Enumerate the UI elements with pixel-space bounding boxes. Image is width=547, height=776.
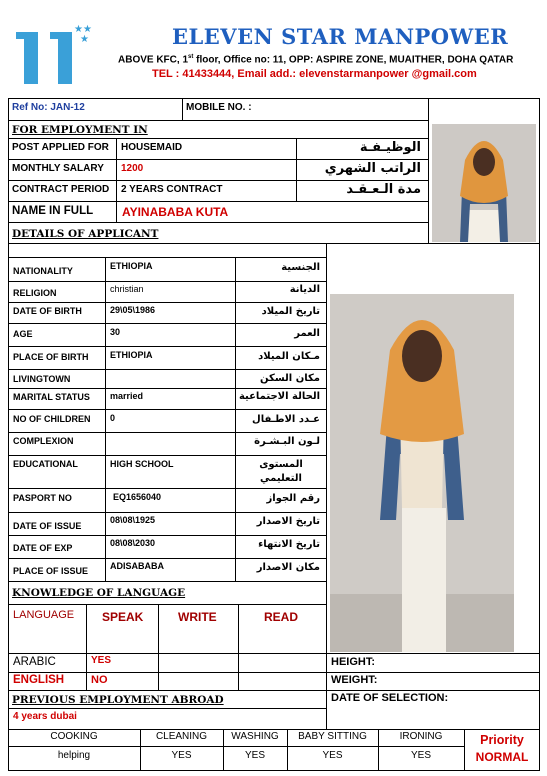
read-header: READ: [264, 610, 299, 624]
passport-label: PASPORT NO: [13, 493, 72, 503]
contract-arabic: مدة الـعـقـد: [346, 182, 421, 197]
marital-label: MARITAL STATUS: [13, 392, 90, 402]
svg-text:★: ★: [80, 34, 89, 45]
age-arabic: العمر: [294, 328, 320, 339]
company-address: ABOVE KFC, 1st floor, Office no: 11, OPP: ASPIRE ZONE, MUAITHER, DOHA QATAR: [118, 54, 514, 66]
section-details: DETAILS OF APPLICANT: [12, 228, 159, 240]
post-applied-label: POST APPLIED FOR: [12, 142, 109, 153]
education-value: HIGH SCHOOL: [110, 459, 174, 469]
dob-value: 29\05\1986: [110, 305, 156, 315]
cooking-header: COOKING: [50, 731, 98, 742]
contract-label: CONTRACT PERIOD: [12, 184, 110, 195]
arabic-speak: YES: [91, 655, 112, 666]
contract-value: 2 YEARS CONTRACT: [121, 184, 223, 195]
age-label: AGE: [13, 329, 33, 339]
section-for-employment: FOR EMPLOYMENT IN: [12, 124, 148, 136]
section-previous-employment: PREVIOUS EMPLOYMENT ABROAD: [12, 694, 224, 706]
passport-arabic: رقم الجواز: [266, 493, 320, 504]
salary-arabic: الراتب الشهري: [324, 161, 421, 176]
expiry-date-arabic: تاريخ الانتهاء: [258, 539, 320, 550]
education-arabic: المستوى التعليمي: [259, 459, 303, 484]
dob-label: DATE OF BIRTH: [13, 306, 82, 316]
baby-sitting-value: YES: [322, 750, 343, 761]
ironing-value: YES: [410, 750, 431, 761]
issue-date-label: DATE OF ISSUE: [13, 521, 82, 531]
religion-arabic: الديانة: [289, 284, 320, 295]
previous-employment-value: 4 years dubai: [13, 711, 77, 722]
issue-place-label: PLACE OF ISSUE: [13, 566, 89, 576]
livingtown-label: LIVINGTOWN: [13, 374, 71, 384]
english-language: ENGLISH: [13, 674, 65, 686]
nationality-label: NATIONALITY: [13, 266, 73, 276]
cleaning-header: CLEANING: [155, 731, 208, 742]
priority-value: NORMAL: [475, 750, 529, 764]
nationality-arabic: الجنسية: [281, 262, 320, 273]
name-value: AYINABABA KUTA: [122, 205, 229, 219]
salary-value: 1200: [121, 163, 144, 174]
complexion-label: COMPLEXION: [13, 436, 74, 446]
cooking-value: helping: [57, 750, 91, 761]
baby-sitting-header: BABY SITTING: [298, 731, 367, 742]
priority-label: Priority: [480, 733, 524, 747]
religion-value: christian: [110, 284, 144, 294]
speak-header: SPEAK: [102, 610, 144, 624]
name-label: NAME IN FULL: [12, 205, 94, 217]
age-value: 30: [110, 327, 121, 337]
washing-value: YES: [244, 750, 265, 761]
language-header: LANGUAGE: [13, 609, 75, 621]
svg-text:★★: ★★: [74, 24, 92, 35]
applicant-photo-small: [432, 124, 536, 242]
arabic-language: ARABIC: [13, 656, 56, 668]
children-value: 0: [110, 413, 116, 423]
cleaning-value: YES: [171, 750, 192, 761]
expiry-date-label: DATE OF EXP: [13, 543, 73, 553]
marital-value: married: [110, 391, 144, 401]
marital-arabic: الحالة الاجتماعية: [238, 391, 320, 402]
company-logo: [12, 18, 94, 88]
expiry-date-value: 08\08\2030: [110, 538, 156, 548]
company-contact: TEL : 41433444, Email add.: elevenstarmanpower @gmail.com: [152, 68, 477, 80]
issue-place-value: ADISABABA: [110, 561, 164, 571]
weight-label: WEIGHT:: [331, 674, 378, 686]
ironing-header: IRONING: [399, 731, 443, 742]
issue-date-arabic: تاريخ الاصدار: [256, 516, 320, 527]
english-speak: NO: [91, 674, 108, 686]
complexion-arabic: لـون البـشـرة: [254, 436, 320, 447]
post-applied-arabic: الوظيـفـة: [359, 140, 421, 155]
livingtown-arabic: مكان السكن: [260, 373, 320, 384]
company-name: ELEVEN STAR MANPOWER: [172, 24, 509, 49]
nationality-value: ETHIOPIA: [110, 261, 153, 271]
birthplace-value: ETHIOPIA: [110, 350, 153, 360]
issue-date-value: 08\08\1925: [110, 515, 156, 525]
height-label: HEIGHT:: [331, 656, 375, 668]
education-label: EDUCATIONAL: [13, 459, 78, 469]
washing-header: WASHING: [231, 731, 279, 742]
section-language: KNOWLEDGE OF LANGUAGE: [12, 587, 186, 599]
dob-arabic: تاريخ الميلاد: [261, 306, 320, 317]
religion-label: RELIGION: [13, 288, 57, 298]
mobile-label: MOBILE NO. :: [186, 102, 252, 113]
children-arabic: عـدد الاطـفال: [252, 414, 320, 425]
issue-place-arabic: مكان الاصدار: [256, 562, 320, 573]
birthplace-arabic: مـكان الميلاد: [258, 351, 320, 362]
birthplace-label: PLACE OF BIRTH: [13, 352, 89, 362]
applicant-photo-large: [330, 294, 514, 652]
write-header: WRITE: [178, 610, 217, 624]
children-label: NO OF CHILDREN: [13, 414, 91, 424]
passport-value: EQ1656040: [113, 492, 162, 502]
post-applied-value: HOUSEMAID: [121, 142, 183, 153]
salary-label: MONTHLY SALARY: [12, 163, 104, 174]
ref-number: Ref No: JAN-12: [12, 102, 85, 113]
selection-date-label: DATE OF SELECTION:: [331, 692, 449, 704]
